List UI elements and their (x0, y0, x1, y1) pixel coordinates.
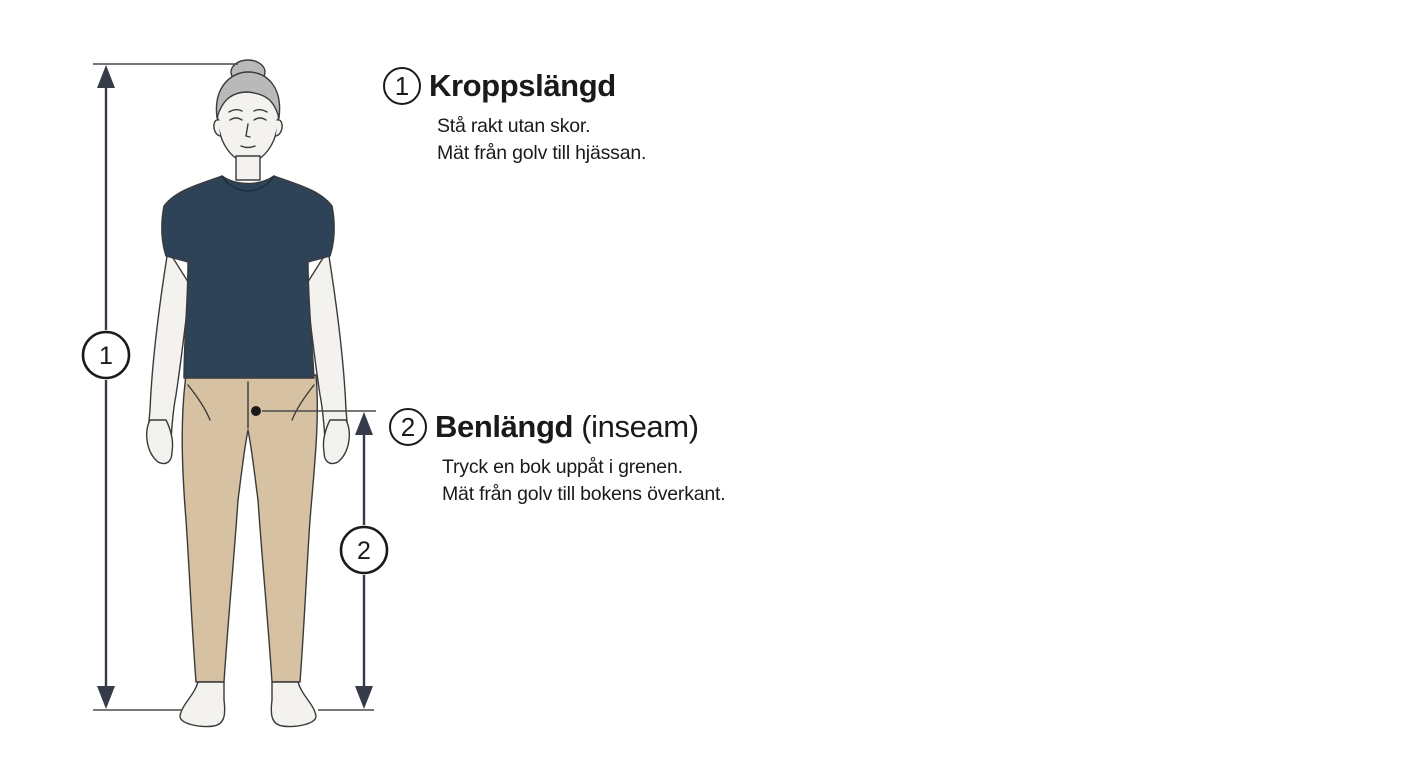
right-foot (271, 682, 316, 727)
shirt (162, 176, 334, 378)
height-arrow-up (97, 65, 115, 88)
step-inseam-title-text: Benlängd (435, 409, 574, 444)
left-hand (147, 420, 173, 464)
step-height-number-badge: 1 (383, 67, 421, 105)
height-arrow-down (97, 686, 115, 709)
right-ear (276, 120, 282, 136)
step-height (383, 67, 646, 167)
left-ear (214, 120, 220, 136)
step-inseam-line-2: Mät från golv till bokens överkant. (442, 483, 726, 505)
step-height-line-1: Stå rakt utan skor. (437, 115, 591, 137)
person-illustration (147, 60, 350, 727)
pants (182, 375, 317, 682)
step-height-header (383, 67, 646, 105)
step-height-description (437, 113, 646, 167)
step-inseam-title (435, 409, 699, 445)
step-height-title-text: Kroppslängd (429, 68, 616, 103)
right-hand (323, 420, 349, 464)
neck (236, 156, 260, 180)
inseam-badge-number: 2 (357, 537, 371, 565)
inseam-arrow-up (355, 412, 373, 435)
inseam-arrow-down (355, 686, 373, 709)
step-inseam (389, 408, 725, 508)
step-inseam-description (442, 454, 725, 508)
step-inseam-header (389, 408, 725, 446)
step-height-line-2: Mät från golv till hjässan. (437, 142, 647, 164)
step-inseam-title-suffix: (inseam) (573, 409, 699, 444)
step-inseam-number-badge: 2 (389, 408, 427, 446)
height-badge-number: 1 (99, 342, 113, 370)
left-foot (180, 682, 225, 727)
step-height-title (429, 68, 616, 104)
step-inseam-line-1: Tryck en bok uppåt i grenen. (442, 456, 683, 478)
crotch-marker (251, 406, 261, 416)
